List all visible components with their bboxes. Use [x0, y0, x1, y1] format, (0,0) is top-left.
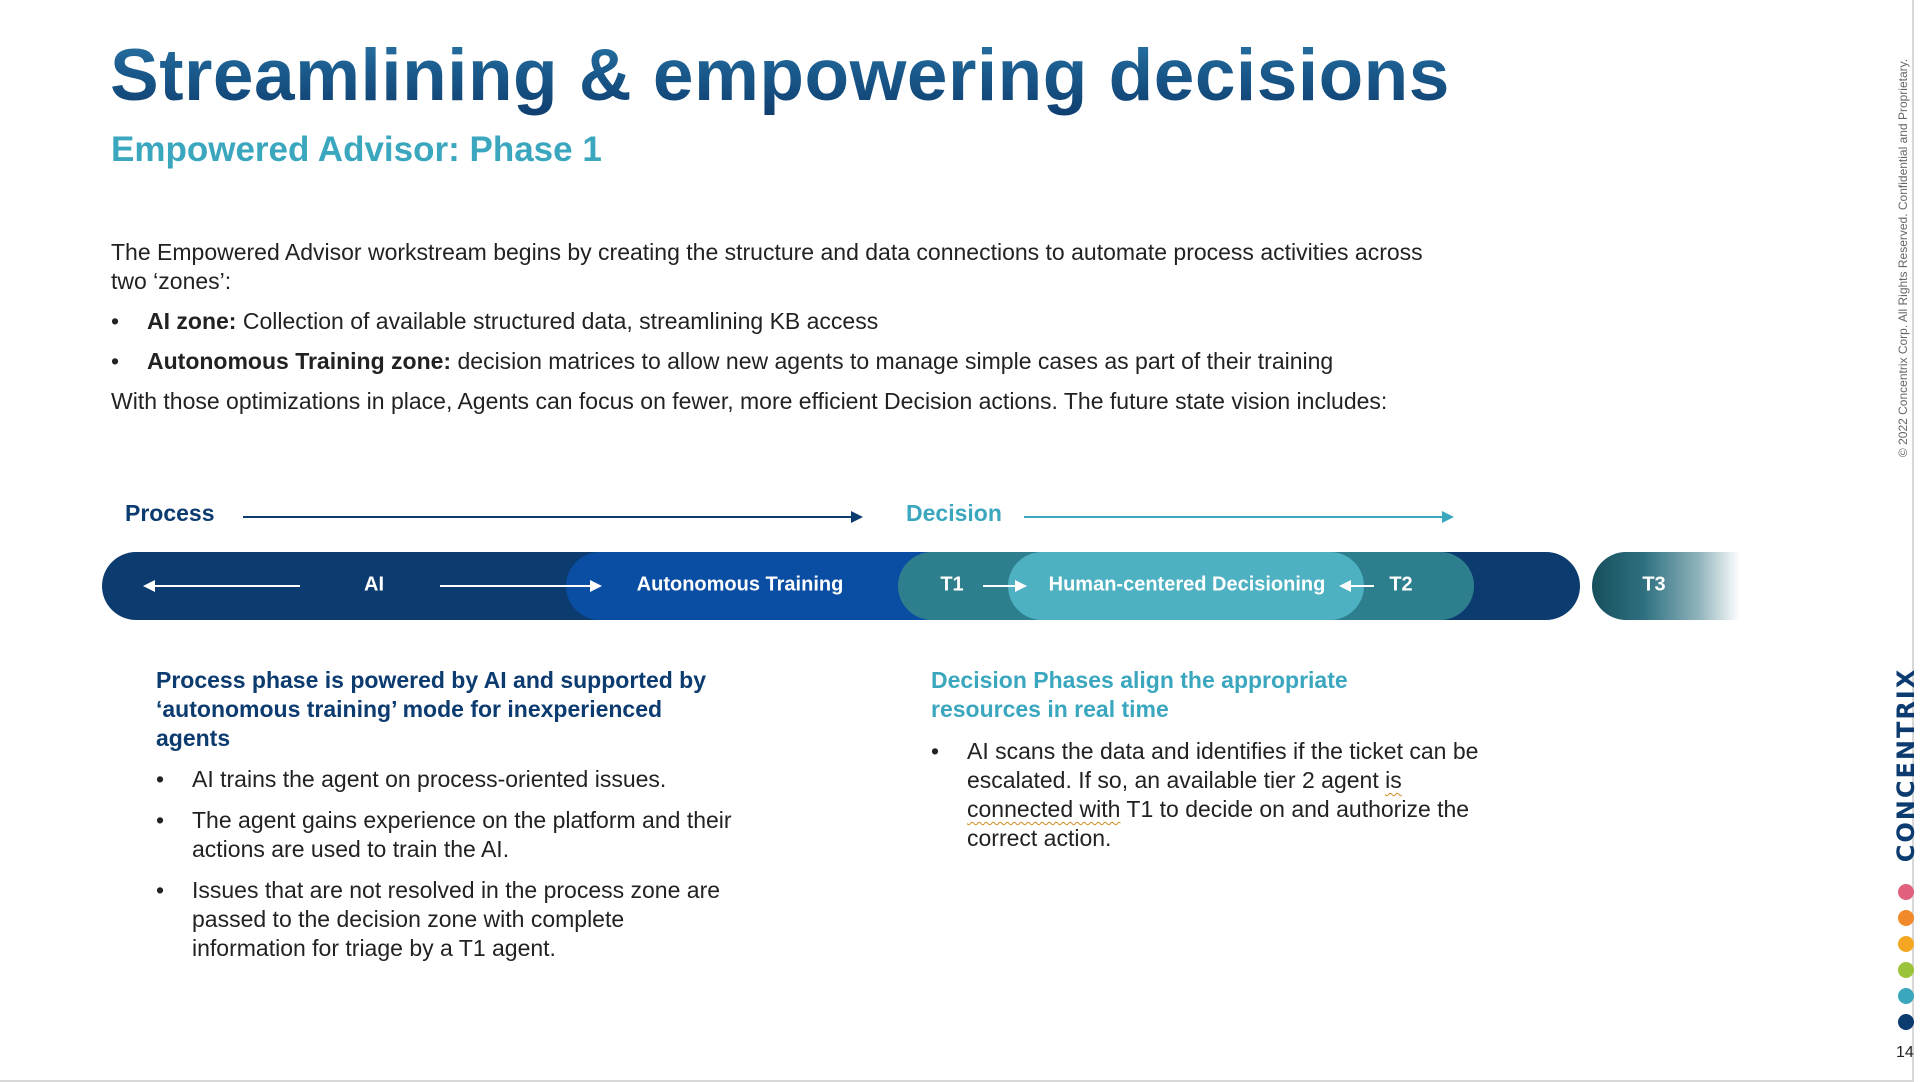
list-item: • The agent gains experience on the platform and their actions are used to train the AI. — [156, 806, 736, 864]
bullet-text: decision matrices to allow new agents to manage simple cases as part of their training — [451, 348, 1334, 374]
yellow-dot-icon — [1898, 936, 1914, 952]
copyright-notice: © 2022 Concentrix Corp. All Rights Reserved. Confidential and Proprietary. — [1896, 58, 1910, 458]
t2-arrow-line — [1350, 585, 1374, 587]
decision-arrow-icon — [1442, 511, 1454, 523]
segment-label-ai: AI — [364, 573, 384, 596]
concentrix-logo: CONCENTRIX — [1892, 667, 1920, 863]
decision-column-list — [931, 737, 1491, 865]
bullet-icon: • — [111, 348, 120, 374]
ai-left-arrow-line — [154, 585, 300, 587]
t3-segment — [1592, 552, 1740, 620]
intro-text — [111, 238, 1431, 416]
intro-paragraph: With those optimizations in place, Agents can focus on fewer, more efficient Decision actions. The future state vision includes: — [111, 388, 1388, 414]
bullet-text: Collection of available structured data, streamlining KB access — [236, 308, 879, 334]
page-title: Streamlining & empowering decisions — [110, 35, 1450, 116]
segment-label-autonomous-training: Autonomous Training — [636, 573, 844, 596]
teal-dot-icon — [1898, 988, 1914, 1004]
process-label: Process — [125, 500, 215, 526]
decision-label: Decision — [906, 500, 1002, 526]
process-arrow-icon — [851, 511, 863, 523]
page-number: 14 — [1896, 1044, 1914, 1061]
pink-dot-icon — [1898, 884, 1914, 900]
green-dot-icon — [1898, 962, 1914, 978]
list-item — [931, 737, 1491, 853]
bullet-label: Autonomous Training zone: — [147, 348, 452, 374]
t1-arrow-line — [983, 585, 1017, 587]
intro-bullet — [111, 347, 1431, 376]
bullet-icon: • — [111, 308, 120, 334]
intro-paragraph: The Empowered Advisor workstream begins by creating the structure and data connections to automate process activities across two ‘zones’: — [111, 239, 1423, 294]
list-item: • Issues that are not resolved in the process zone are passed to the decision zone with complete information for triage by a T1 agent. — [156, 876, 736, 963]
process-column-list — [156, 765, 736, 975]
spellcheck-underline-text: is connected with — [967, 767, 1402, 822]
decision-arrow-line — [1024, 516, 1444, 518]
ai-right-arrow-line — [440, 585, 592, 587]
page-subtitle: Empowered Advisor: Phase 1 — [111, 130, 602, 169]
bullet-text: AI scans the data and identifies if the ticket can be escalated. If so, an available tier 2 agent — [967, 738, 1479, 793]
orange-dot-icon — [1898, 910, 1914, 926]
segment-label-t3: T3 — [1642, 573, 1666, 596]
segment-label-t1: T1 — [940, 573, 964, 596]
segment-label-human-centered: Human-centered Decisioning — [1048, 573, 1326, 596]
navy-dot-icon — [1898, 1014, 1914, 1030]
brand-dots — [1898, 884, 1914, 1040]
process-column-heading: Process phase is powered by AI and supported by ‘autonomous training’ mode for inexperienced agents — [156, 667, 707, 751]
process-arrow-line — [243, 516, 853, 518]
arrow-right-icon — [1015, 580, 1027, 592]
segment-label-t2: T2 — [1389, 573, 1413, 596]
arrow-right-icon — [590, 580, 602, 592]
intro-bullet — [111, 307, 1431, 336]
bullet-label: AI zone: — [147, 308, 237, 334]
list-item: • AI trains the agent on process-oriented issues. — [156, 765, 736, 794]
bullet-text: T1 to decide on and authorize the correct action. — [967, 796, 1470, 851]
decision-column-heading: Decision Phases align the appropriate resources in real time — [931, 667, 1348, 722]
